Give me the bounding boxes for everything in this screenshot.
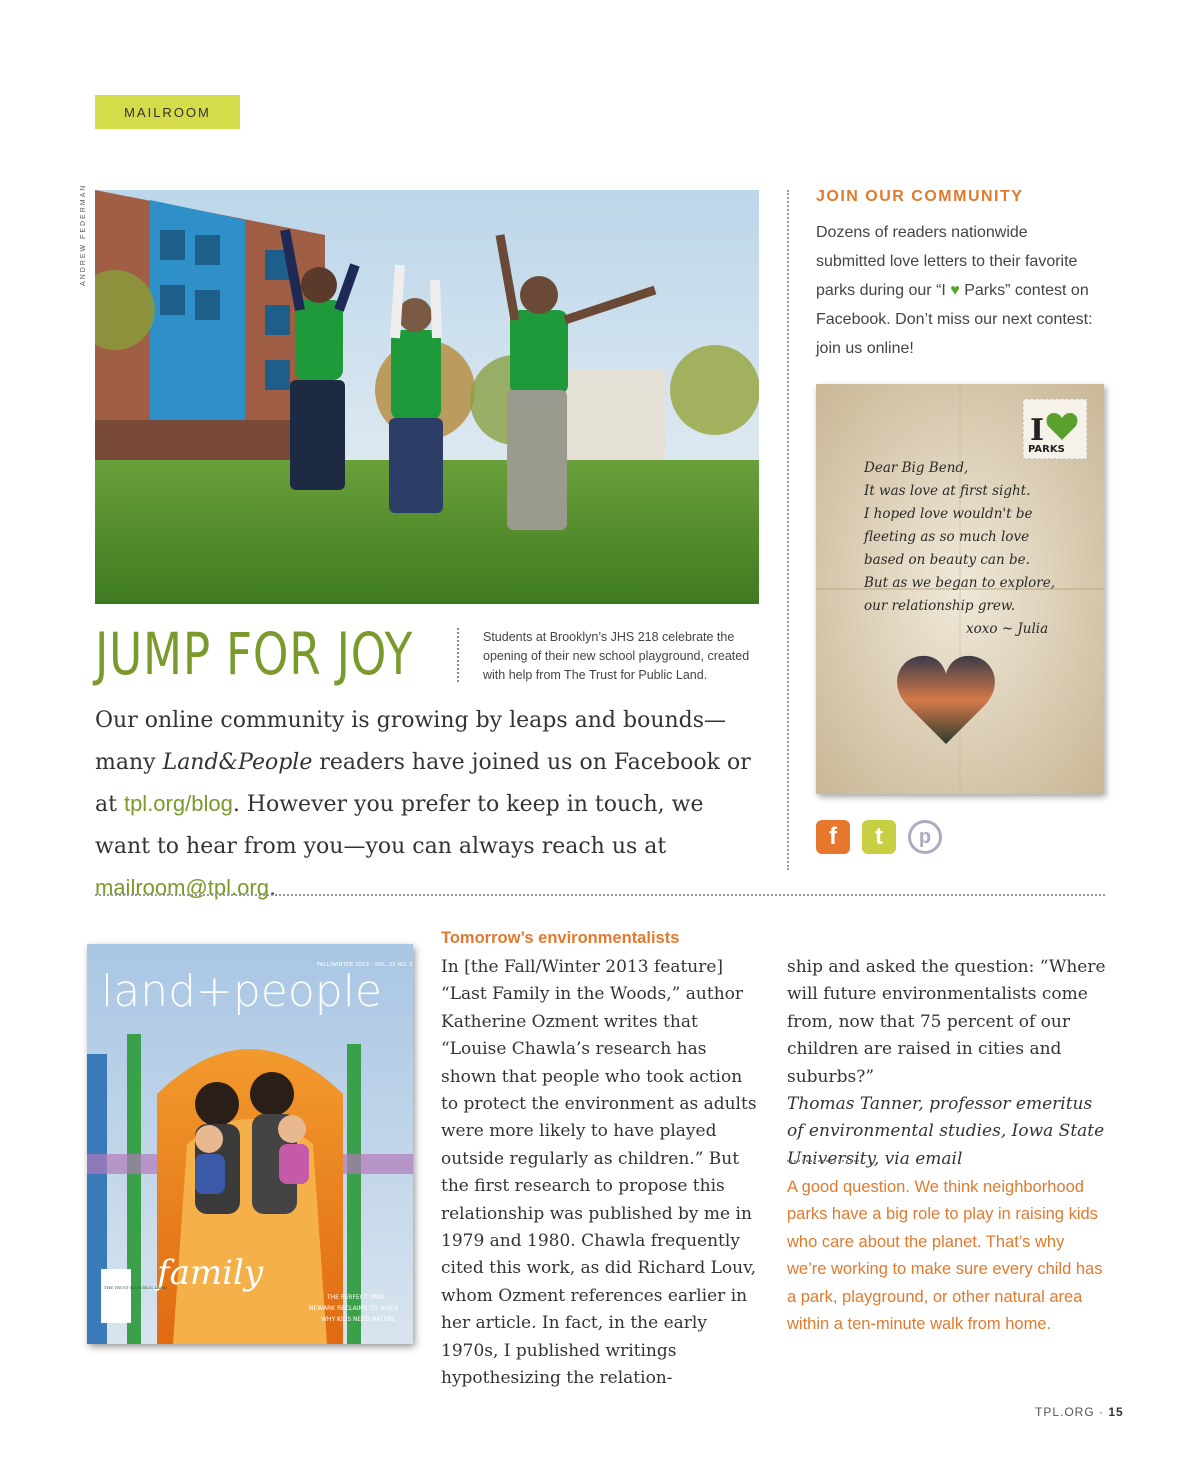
- main-photo-illustration: [95, 190, 759, 604]
- blog-link[interactable]: tpl.org/blog: [123, 791, 233, 816]
- letter-column-2-text: ship and asked the question: “Where will future environmentalists come from, now that 75 percent of our children are raised in cities and suburbs?”: [787, 957, 1106, 1087]
- page-number: 15: [1108, 1405, 1124, 1419]
- section-tag: [95, 95, 240, 129]
- postcard-line: But as we began to explore,: [864, 575, 1056, 591]
- reply-divider: [787, 1160, 859, 1162]
- letter-signature: Thomas Tanner, professor emeritus of environmental studies, Iowa State University, via email: [787, 1094, 1105, 1169]
- footer-site: TPL.ORG: [1035, 1405, 1095, 1419]
- footer-separator: ·: [1099, 1405, 1105, 1419]
- editor-reply: A good question. We think neighborhood parks have a big role to play in raising kids who care about the planet. That’s why we’re working to make sure every child has a park, playground, or other natural area within a ten-minute walk from home.: [787, 1178, 1103, 1334]
- postcard-line: I hoped love wouldn't be: [864, 506, 1033, 522]
- photo-caption: Students at Brooklyn’s JHS 218 celebrate the opening of their new school playground, created with help from The Trust for Public Land.: [483, 630, 750, 682]
- intro-text-1: Our online community is growing by leaps and bounds—many: [95, 708, 727, 775]
- email-link[interactable]: mailroom@tpl.org: [95, 875, 269, 900]
- section-tag-label: MAILROOM: [124, 104, 211, 120]
- page-footer: [1035, 1405, 1124, 1419]
- intro-magazine-name: Land&People: [162, 749, 313, 775]
- main-photo: [95, 190, 759, 604]
- cover-issue: FALL/WINTER 2013 · VOL. 25 NO. 2: [317, 962, 413, 968]
- facebook-icon[interactable]: f: [816, 820, 850, 854]
- stamp-parks: PARKS: [1028, 444, 1065, 455]
- cover-teaser: THE PERFECT PARK: [327, 1294, 385, 1301]
- community-heading: JOIN OUR COMMUNITY: [816, 188, 1024, 205]
- cover-teaser: WHY KIDS NEED NATURE: [321, 1316, 396, 1323]
- love-letter-postcard: [816, 384, 1104, 794]
- intro-text-3: . However you prefer to keep in touch, we want to hear from you—you can always reach us at: [95, 792, 704, 859]
- caption-divider: [457, 628, 459, 682]
- postcard-line: based on beauty can be.: [864, 552, 1030, 568]
- photo-credit-text: ANDREW FEDERMAN: [80, 183, 87, 286]
- postcard-line: Dear Big Bend,: [864, 460, 969, 476]
- heart-icon: ♥: [950, 282, 960, 299]
- feature-headline: JUMP FOR JOY: [95, 620, 414, 688]
- letter-column-1: In [the Fall/Winter 2013 feature] “Last Family in the Woods,” author Katherine Ozment writes that “Louise Chawla’s research has shown that people who took action to protect the environment as adults were more likely to have played outside regularly as children.” But the first research to propose this relationship was published by me in 1979 and 1980. Chawla frequently cited this work, as did Richard Louv, whom Ozment references earlier in her article. In fact, in the early 1970s, I published writings hypothesizing the relation-: [441, 957, 757, 1389]
- postcard-illustration: [816, 384, 1104, 794]
- cover-logo-text: THE TRUST for PUBLIC LAND: [104, 1285, 167, 1290]
- photo-credit: [80, 183, 94, 290]
- community-text-1: Dozens of readers nationwide submitted love letters to their favorite parks during our “I: [816, 224, 1078, 299]
- postcard-line: It was love at first sight.: [864, 483, 1031, 499]
- pinterest-icon[interactable]: p: [908, 820, 942, 854]
- cover-teaser: NEWARK RECLAIMS ITS RIVER: [309, 1305, 399, 1312]
- cover-feature-title: family: [157, 1253, 264, 1293]
- magazine-cover-illustration: [87, 944, 413, 1344]
- letter-heading: Tomorrow’s environmentalists: [441, 929, 680, 947]
- community-text: [816, 218, 1096, 363]
- sidebar-divider: [787, 190, 789, 870]
- intro-text-2: readers have joined us on Facebook or at: [95, 749, 751, 817]
- community-text-2: Parks” contest on Facebook. Don’t miss our next contest: join us online!: [816, 282, 1093, 357]
- postcard-line: fleeting as so much love: [864, 529, 1030, 545]
- section-divider: [95, 894, 1105, 896]
- intro-paragraph: [95, 700, 765, 910]
- postcard-line: our relationship grew.: [864, 598, 1016, 614]
- postcard-signoff: xoxo ~ Julia: [966, 621, 1049, 637]
- letter-column-2: [787, 954, 1107, 1173]
- cover-masthead: land+people: [101, 966, 383, 1017]
- intro-text-4: .: [268, 876, 276, 901]
- magazine-cover: [87, 944, 413, 1344]
- stamp-i: I: [1030, 413, 1045, 448]
- twitter-icon[interactable]: t: [862, 820, 896, 854]
